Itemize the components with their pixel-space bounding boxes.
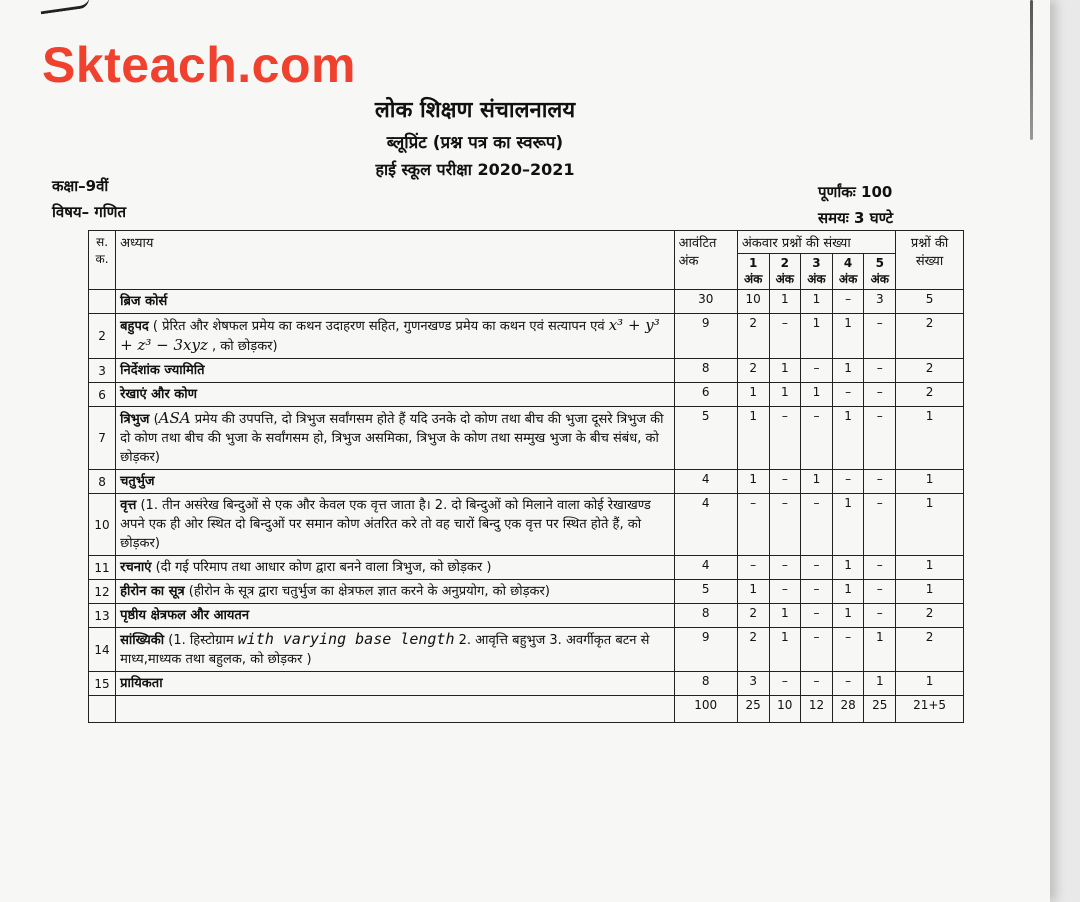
row-m1: 1: [737, 470, 769, 494]
row-m2: 1: [769, 604, 801, 628]
header-m2: 2 अंक: [769, 254, 801, 290]
exam-title: हाई स्कूल परीक्षा 2020–2021: [375, 160, 575, 179]
totals-label: [116, 696, 674, 723]
row-m2: –: [769, 494, 801, 556]
totals-m5: 25: [864, 696, 896, 723]
row-weight: 8: [674, 604, 737, 628]
row-m2: 1: [769, 290, 801, 314]
subject-label: विषय– गणित: [52, 203, 127, 221]
row-m3: 1: [801, 383, 833, 407]
chapter-detail: (: [149, 412, 159, 427]
totals-weight: 100: [674, 696, 737, 723]
chapter-title: हीरोन का सूत्र: [120, 584, 185, 599]
table-row: [89, 556, 964, 580]
row-sn: 13: [89, 604, 116, 628]
row-m1: 2: [737, 314, 769, 359]
chapter-title: त्रिभुज: [120, 412, 150, 427]
row-weight: 5: [674, 407, 737, 470]
row-m4: –: [832, 628, 864, 672]
row-questions: 1: [896, 407, 964, 470]
row-weight: 8: [674, 359, 737, 383]
row-weight: 6: [674, 383, 737, 407]
row-m1: 10: [737, 290, 769, 314]
row-sn: 3: [89, 359, 116, 383]
header-weight: आवंटित अंक: [674, 231, 737, 290]
table-row: [89, 494, 964, 556]
row-questions: 1: [896, 672, 964, 696]
totals-m1: 25: [737, 696, 769, 723]
totals-sn: [89, 696, 116, 723]
row-m3: 1: [801, 470, 833, 494]
chapter-math: ASA: [158, 409, 191, 427]
row-m4: –: [832, 290, 864, 314]
chapter-title: रेखाएं और कोण: [120, 387, 198, 402]
header-m1: 1 अंक: [737, 254, 769, 290]
row-m4: –: [832, 470, 864, 494]
row-m4: –: [832, 672, 864, 696]
row-m3: –: [801, 407, 833, 470]
row-questions: 1: [896, 580, 964, 604]
table-row: [89, 580, 964, 604]
table-row: [89, 470, 964, 494]
row-m1: 1: [737, 407, 769, 470]
table-row: [89, 672, 964, 696]
header-chapter: अध्याय: [116, 231, 674, 290]
header-m3: 3 अंक: [801, 254, 833, 290]
row-m2: 1: [769, 628, 801, 672]
row-m4: 1: [832, 314, 864, 359]
row-weight: 9: [674, 314, 737, 359]
row-m5: 1: [864, 628, 896, 672]
totals-m3: 12: [801, 696, 833, 723]
row-chapter: [116, 628, 674, 672]
row-m4: 1: [832, 407, 864, 470]
chapter-detail: (दी गई परिमाप तथा आधार कोण द्वारा बनने वाला त्रिभुज, को छोड़कर ): [151, 560, 492, 575]
row-questions: 2: [896, 314, 964, 359]
watermark: Skteach.com: [42, 37, 356, 93]
row-m5: –: [864, 556, 896, 580]
row-sn: [89, 290, 116, 314]
chapter-detail: ( प्रेरित और शेषफल प्रमेय का कथन उदाहरण सहित, गुणनखण्ड प्रमेय का कथन एवं सत्यापन एवं: [148, 319, 609, 334]
row-chapter: [116, 494, 674, 556]
table-header-row: [89, 231, 964, 254]
chapter-detail-2: प्रमेय की उपपत्ति, दो त्रिभुज सर्वांगसम होते हैं यदि उनके दो कोण तथा बीच की भुजा दूसरे त्रिभुज की दो कोण तथा बीच की भुजा के सर्वांगसम हो, त्रिभुज असमिका, त्रिभुज के कोण तथा सम्मुख भुजा के बीच संबंध, को छोड़कर): [120, 412, 664, 465]
row-sn: 15: [89, 672, 116, 696]
chapter-detail-2: 2. आवृत्ति बहुभुज 3. अवर्गीकृत बटन से माध्य,माध्यक तथा बहुलक, को छोड़कर ): [120, 633, 650, 667]
row-m1: 2: [737, 359, 769, 383]
row-chapter: [116, 314, 674, 359]
totals-questions: 21+5: [896, 696, 964, 723]
row-m5: –: [864, 494, 896, 556]
total-marks-label: पूर्णांकः 100: [818, 183, 893, 201]
chapter-math: with varying base length: [237, 630, 455, 648]
chapter-title: निर्देशांक ज्यामिति: [120, 363, 205, 378]
header-questions: प्रश्नों की संख्या: [896, 231, 964, 290]
header-m4: 4 अंक: [832, 254, 864, 290]
row-m5: 1: [864, 672, 896, 696]
row-m1: 2: [737, 628, 769, 672]
row-chapter: [116, 383, 674, 407]
header-markwise: अंकवार प्रश्नों की संख्या: [737, 231, 895, 254]
row-m5: –: [864, 314, 896, 359]
row-sn: 10: [89, 494, 116, 556]
row-chapter: [116, 290, 674, 314]
row-m4: 1: [832, 494, 864, 556]
totals-m4: 28: [832, 696, 864, 723]
row-questions: 1: [896, 494, 964, 556]
row-m1: –: [737, 556, 769, 580]
row-sn: 6: [89, 383, 116, 407]
blueprint-table: [88, 230, 964, 723]
row-m3: –: [801, 672, 833, 696]
row-sn: 11: [89, 556, 116, 580]
row-m3: –: [801, 556, 833, 580]
row-chapter: [116, 407, 674, 470]
row-m5: 3: [864, 290, 896, 314]
table-row: [89, 604, 964, 628]
row-m4: 1: [832, 556, 864, 580]
row-sn: 14: [89, 628, 116, 672]
row-m1: –: [737, 494, 769, 556]
row-m3: 1: [801, 290, 833, 314]
row-sn: 2: [89, 314, 116, 359]
row-chapter: [116, 556, 674, 580]
row-m2: –: [769, 407, 801, 470]
row-m5: –: [864, 580, 896, 604]
row-sn: 8: [89, 470, 116, 494]
row-m2: –: [769, 580, 801, 604]
row-weight: 30: [674, 290, 737, 314]
row-questions: 2: [896, 359, 964, 383]
totals-m2: 10: [769, 696, 801, 723]
row-m2: –: [769, 556, 801, 580]
row-chapter: [116, 604, 674, 628]
chapter-title: पृष्ठीय क्षेत्रफल और आयतन: [120, 608, 250, 623]
table-row: [89, 290, 964, 314]
row-m5: –: [864, 604, 896, 628]
row-m2: –: [769, 470, 801, 494]
chapter-title: प्रायिकता: [120, 676, 163, 691]
row-m3: –: [801, 604, 833, 628]
chapter-title: वृत्त: [120, 498, 137, 513]
row-weight: 8: [674, 672, 737, 696]
table-row: [89, 407, 964, 470]
row-m2: –: [769, 314, 801, 359]
row-m4: 1: [832, 604, 864, 628]
row-m1: 3: [737, 672, 769, 696]
row-m3: –: [801, 580, 833, 604]
time-label: समयः 3 घण्टे: [818, 209, 894, 227]
row-m5: –: [864, 407, 896, 470]
totals-row: [89, 696, 964, 723]
chapter-math: x³ + y³ + z³ − 3xyz: [120, 316, 660, 354]
row-weight: 4: [674, 494, 737, 556]
row-questions: 1: [896, 556, 964, 580]
blueprint-subtitle: ब्लूप्रिंट (प्रश्न पत्र का स्वरूप): [386, 133, 564, 153]
row-weight: 9: [674, 628, 737, 672]
row-m3: 1: [801, 314, 833, 359]
row-chapter: [116, 580, 674, 604]
row-chapter: [116, 470, 674, 494]
row-chapter: [116, 359, 674, 383]
row-m2: 1: [769, 359, 801, 383]
row-sn: 7: [89, 407, 116, 470]
row-weight: 5: [674, 580, 737, 604]
row-m5: –: [864, 383, 896, 407]
org-title: लोक शिक्षण संचालनालय: [374, 98, 576, 123]
row-m4: –: [832, 383, 864, 407]
table-row: [89, 383, 964, 407]
row-m2: –: [769, 672, 801, 696]
row-m3: –: [801, 359, 833, 383]
row-m2: 1: [769, 383, 801, 407]
row-m1: 1: [737, 580, 769, 604]
corner-scratch: [39, 0, 90, 14]
chapter-detail: (हीरोन के सूत्र द्वारा चतुर्भुज का क्षेत्रफल ज्ञात करने के अनुप्रयोग, को छोड़कर): [184, 584, 550, 599]
row-questions: 2: [896, 383, 964, 407]
chapter-title: बहुपद: [120, 319, 149, 334]
chapter-title: चतुर्भुज: [120, 474, 155, 489]
row-m5: –: [864, 470, 896, 494]
row-m5: –: [864, 359, 896, 383]
class-label: कक्षा–9वीं: [52, 177, 109, 195]
table-row: [89, 359, 964, 383]
row-m1: 1: [737, 383, 769, 407]
row-questions: 5: [896, 290, 964, 314]
row-m3: –: [801, 628, 833, 672]
chapter-title: ब्रिज कोर्स: [120, 294, 168, 309]
page-edge-mark: [1030, 0, 1033, 140]
row-questions: 2: [896, 628, 964, 672]
chapter-title: रचनाएं: [120, 560, 152, 575]
chapter-detail-2: , को छोड़कर): [207, 339, 278, 354]
table-row: [89, 314, 964, 359]
row-m4: 1: [832, 580, 864, 604]
header-m5: 5 अंक: [864, 254, 896, 290]
row-questions: 2: [896, 604, 964, 628]
chapter-detail: (1. हिस्टोग्राम: [164, 633, 238, 648]
row-weight: 4: [674, 556, 737, 580]
row-m3: –: [801, 494, 833, 556]
row-chapter: [116, 672, 674, 696]
row-m1: 2: [737, 604, 769, 628]
chapter-title: सांख्यिकी: [120, 633, 165, 648]
row-questions: 1: [896, 470, 964, 494]
row-m4: 1: [832, 359, 864, 383]
header-sn: स. क.: [89, 231, 116, 290]
table-row: [89, 628, 964, 672]
row-sn: 12: [89, 580, 116, 604]
row-weight: 4: [674, 470, 737, 494]
chapter-detail: (1. तीन असंरेख बिन्दुओं से एक और केवल एक वृत्त जाता है। 2. दो बिन्दुओं को मिलाने वाला कोई रेखाखण्ड अपने एक ही ओर स्थित दो बिन्दुओं पर समान कोण अंतरित करे तो वह चारों बिन्दु एक वृत्त पर स्थित होते हैं, को छोड़कर): [120, 498, 651, 551]
